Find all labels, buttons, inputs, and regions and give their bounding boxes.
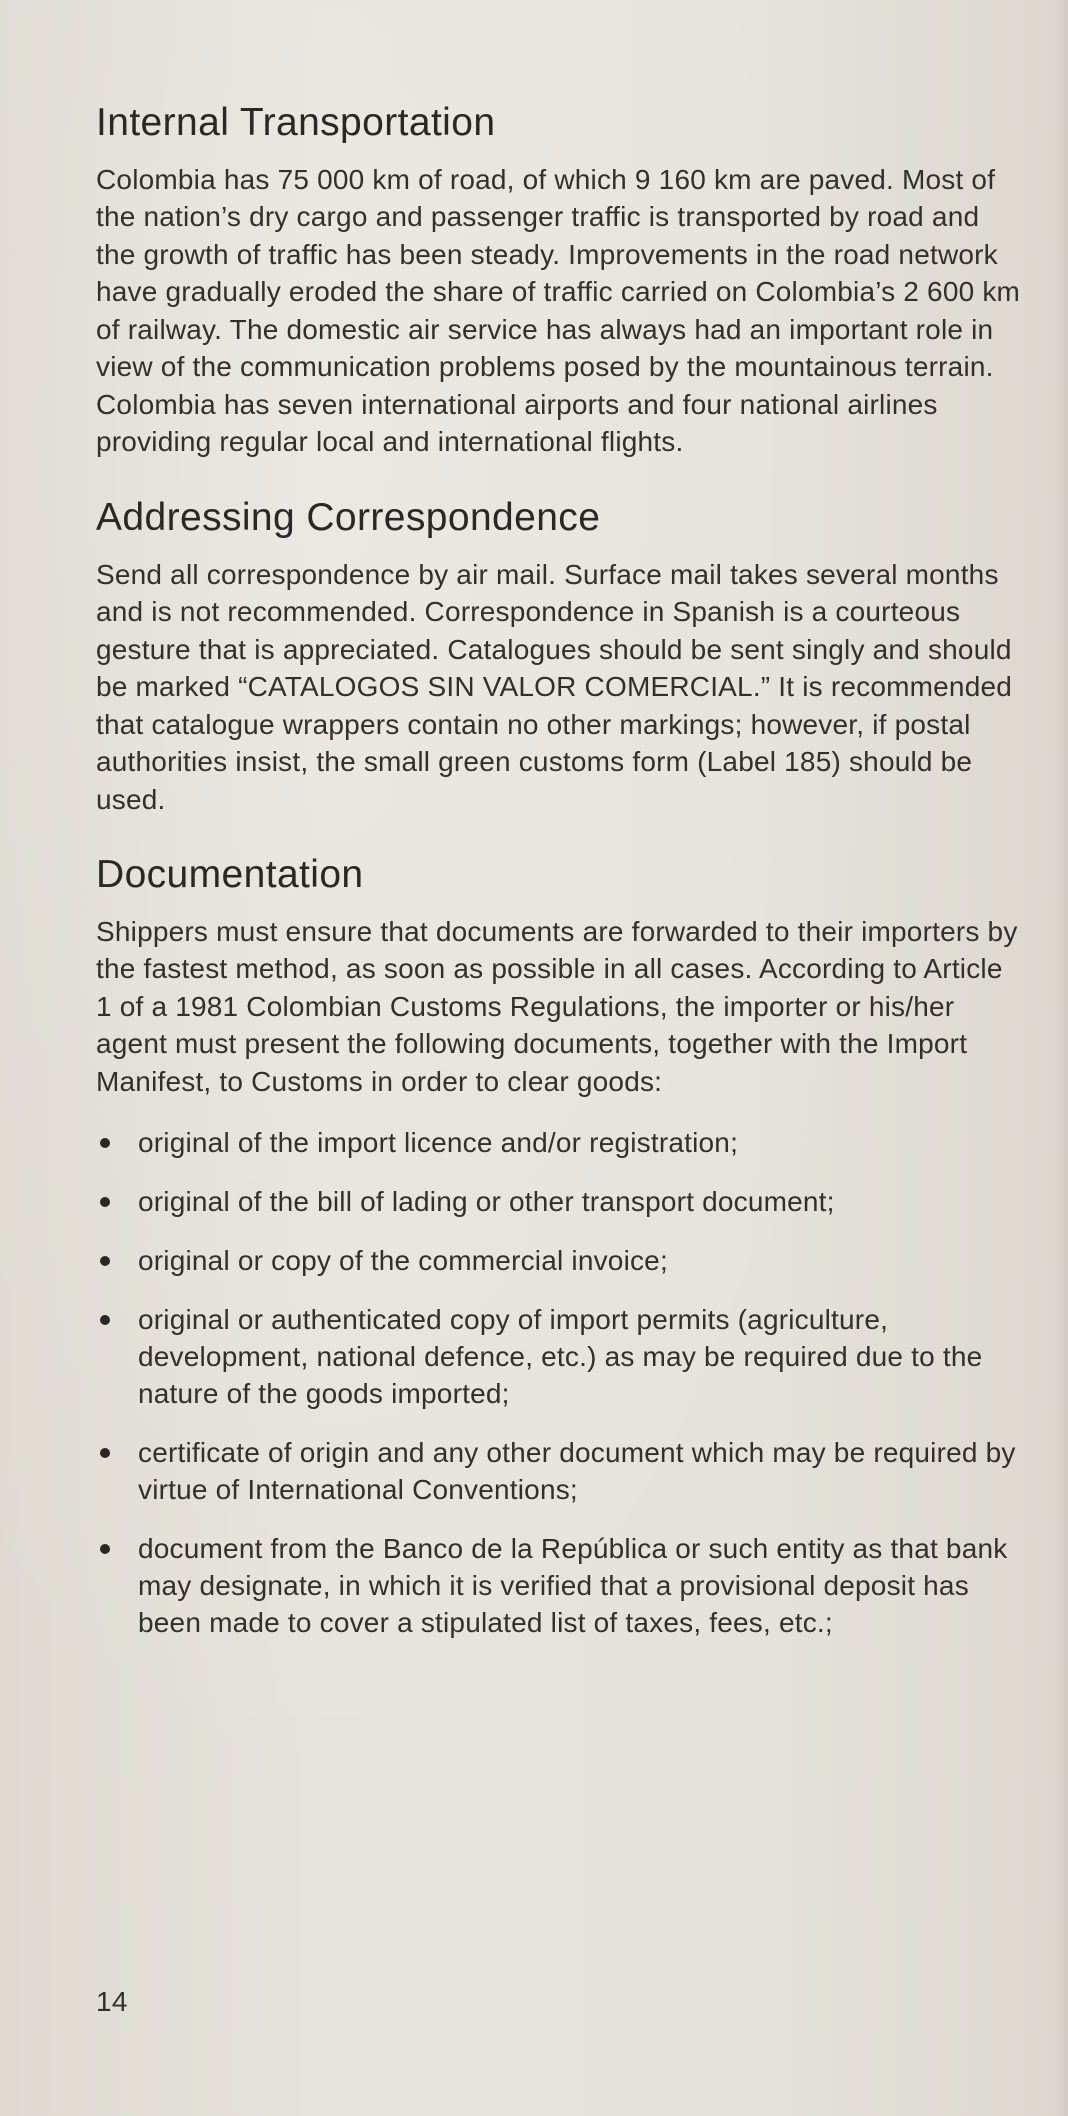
list-item-text: original or copy of the commercial invoice; — [138, 1245, 668, 1277]
section-heading: Internal Transportation — [96, 101, 496, 144]
bullet-dot-icon — [100, 1256, 110, 1266]
bullet-dot-icon — [100, 1448, 110, 1458]
list-item-text: original of the bill of lading or other transport document; — [138, 1186, 835, 1218]
section-documentation — [96, 852, 1026, 1641]
document-requirements-list — [96, 1124, 1026, 1641]
bullet-dot-icon — [100, 1315, 110, 1325]
section-body: Shippers must ensure that documents are forwarded to their importers by the fastest method, as soon as possible in all cases. According to Article 1 of a 1981 Colombian Customs Regulations, the importer or his/her agent must present the following documents, together with the Import Manifest, to Customs in order to clear goods: — [96, 915, 1018, 1097]
list-item-text: original of the import licence and/or registration; — [138, 1127, 739, 1159]
section-body: Send all correspondence by air mail. Surface mail takes several months and is not recommended. Correspondence in Spanish is a courteous gesture that is appreciated. Catalogues should be sent singly and should be marked “CATALOGOS SIN VALOR COMERCIAL.” It is recommended that catalogue wrappers contain no other markings; however, if postal authorities insist, the small green customs form (Label 185) should be used. — [96, 558, 1013, 815]
bullet-dot-icon — [100, 1197, 110, 1207]
section-internal-transportation — [96, 100, 1026, 461]
section-addressing-correspondence — [96, 495, 1026, 818]
bullet-dot-icon — [100, 1138, 110, 1148]
list-item — [96, 1530, 1026, 1641]
list-item — [96, 1242, 1026, 1279]
list-item — [96, 1301, 1026, 1412]
list-item-text: document from the Banco de la República or such entity as that bank may designate, in which it is verified that a provisional deposit has been made to cover a stipulated list of taxes, fees, etc.; — [138, 1533, 1008, 1639]
list-item — [96, 1124, 1026, 1161]
list-item — [96, 1183, 1026, 1220]
bullet-dot-icon — [100, 1544, 110, 1554]
section-body: Colombia has 75 000 km of road, of which 9 160 km are paved. Most of the nation’s dry cargo and passenger traffic is transported by road and the growth of traffic has been steady. Improvements in the road network have gradually eroded the share of traffic carried on Colombia’s 2 600 km of railway. The domestic air service has always had an important role in view of the communication problems posed by the mountainous terrain. Colombia has seven international airports and four national airlines providing regular local and international flights. — [96, 163, 1021, 458]
page-content — [96, 100, 1026, 1675]
list-item — [96, 1434, 1026, 1508]
list-item-text: certificate of origin and any other document which may be required by virtue of International Conventions; — [138, 1437, 1016, 1506]
section-heading: Documentation — [96, 853, 364, 897]
section-heading: Addressing Correspondence — [96, 495, 601, 539]
list-item-text: original or authenticated copy of import permits (agriculture, development, national defence, etc.) as may be required due to the nature of the goods imported; — [138, 1304, 983, 1410]
page-number: 14 — [96, 1986, 128, 2017]
